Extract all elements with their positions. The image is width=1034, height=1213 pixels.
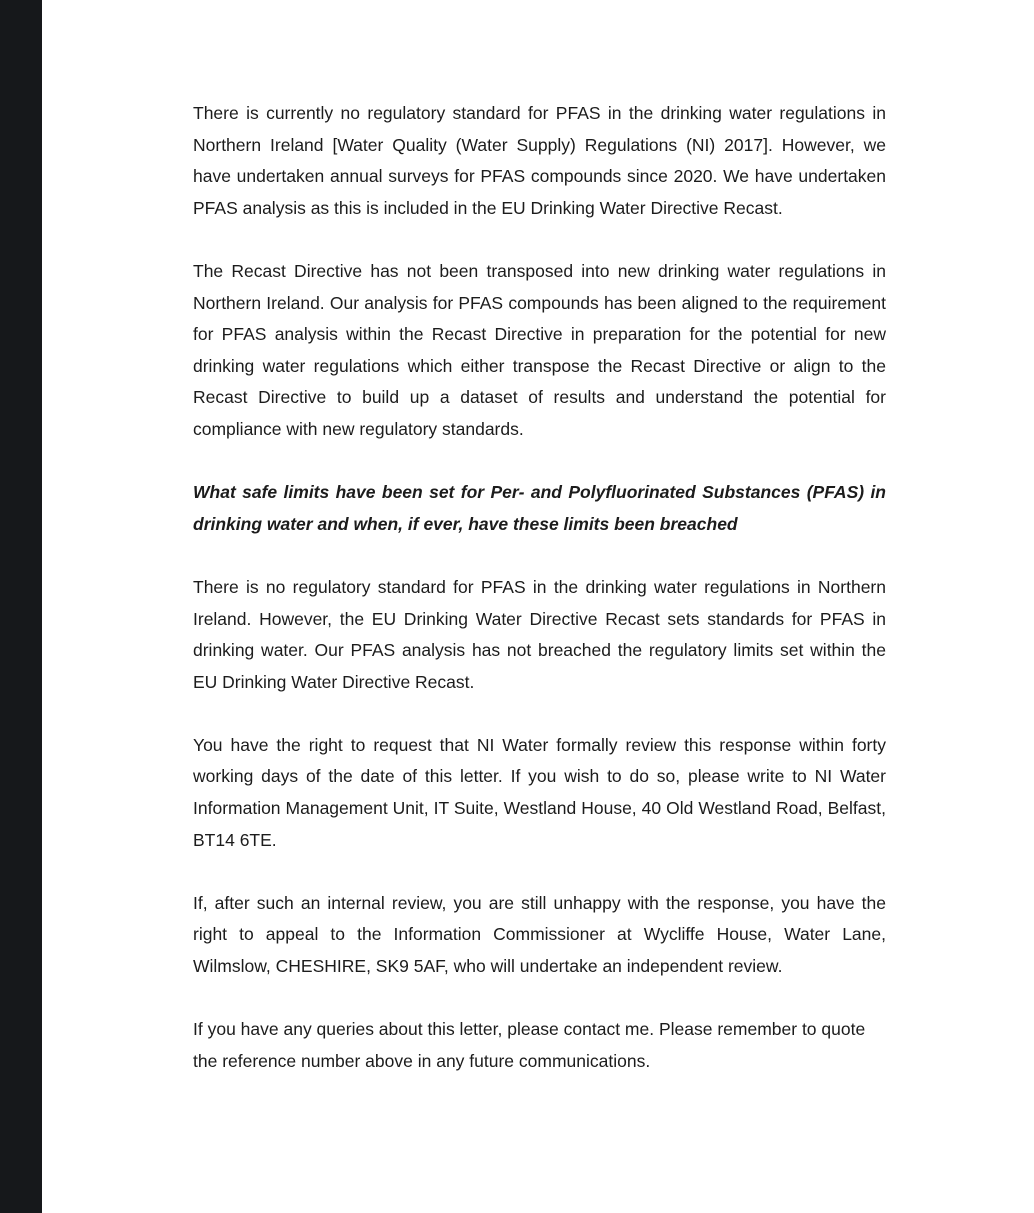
paragraph-appeal-rights: If, after such an internal review, you are still unhappy with the response, you have the right to appeal to the Information Commissioner at Wycliffe House, Water Lane, Wilmslow, CHESHIRE, SK9 5AF, who will undertake an independent review.	[193, 892, 886, 977]
paragraph-contact: If you have any queries about this letter, please contact me. Please remember to quote the reference number above in any future communications.	[193, 1019, 866, 1071]
paragraph-review-rights: You have the right to request that NI Water formally review this response within forty working days of the date of this letter. If you wish to do so, please write to NI Water Information Management Unit, IT Suite, Westland House, 40 Old Westland Road, Belfast, BT14 6TE.	[193, 734, 886, 850]
viewer-side-bar	[0, 0, 42, 1213]
document-page	[42, 0, 1034, 1213]
paragraph-regulatory-standard: There is currently no regulatory standard for PFAS in the drinking water regulations in Northern Ireland [Water Quality (Water Supply) Regulations (NI) 2017]. However, we have undertaken annual surveys for PFAS compounds since 2020. We have undertaken PFAS analysis as this is included in the EU Drinking Water Directive Recast.	[193, 103, 886, 218]
paragraph-safe-limits-answer: There is no regulatory standard for PFAS in the drinking water regulations in Northern Ireland. However, the EU Drinking Water Directive Recast sets standards for PFAS in drinking water. Our PFAS analysis has not breached the regulatory limits set within the EU Drinking Water Directive Recast.	[193, 576, 886, 692]
question-heading: What safe limits have been set for Per- and Polyfluorinated Substances (PFAS) in drinking water and when, if ever, have these limits been breached	[193, 482, 886, 534]
paragraph-recast-directive: The Recast Directive has not been transposed into new drinking water regulations in Northern Ireland. Our analysis for PFAS compounds has been aligned to the requirement for PFAS analysis within the Recast Directive in preparation for the potential for new drinking water regulations which either transpose the Recast Directive or align to the Recast Directive to build up a dataset of results and understand the potential for compliance with new regulatory standards.	[193, 260, 886, 439]
letter-body	[193, 98, 886, 1109]
